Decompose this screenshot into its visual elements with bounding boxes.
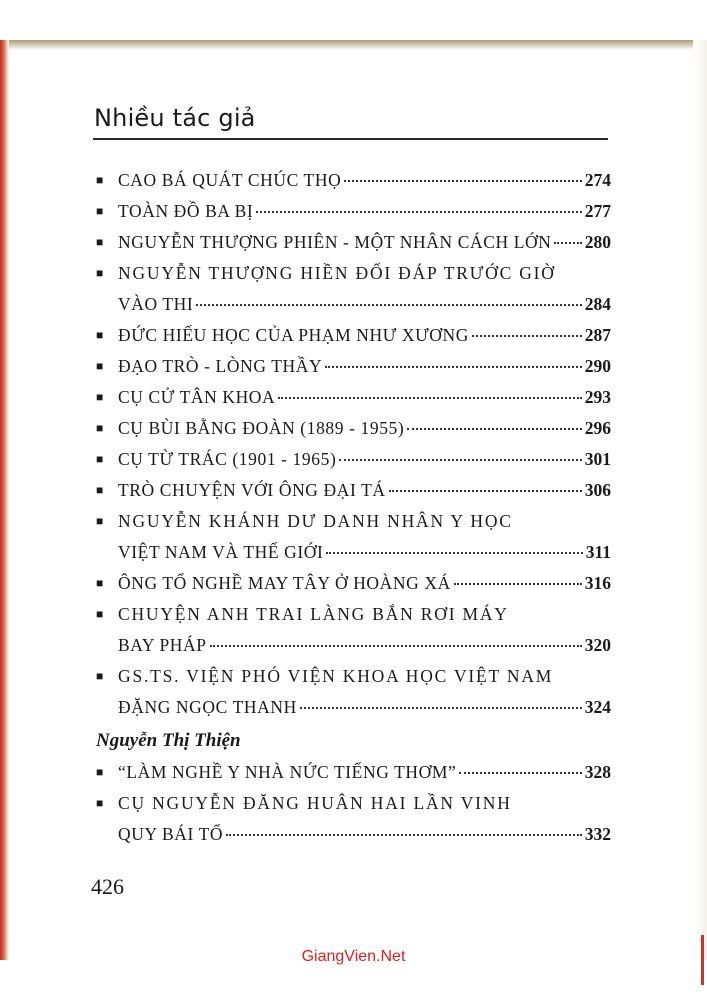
- toc-entry-title-line: GS.TS. VIỆN PHÓ VIỆN KHOA HỌC VIỆT NAM: [118, 666, 554, 686]
- toc-page-number: 324: [584, 697, 611, 717]
- toc-entry-line: [96, 480, 611, 511]
- dot-leader: [278, 397, 581, 399]
- toc-entry-title: ĐỨC HIẾU HỌC CỦA PHẠM NHƯ XƯƠNG: [118, 325, 470, 345]
- dot-leader: [459, 772, 581, 774]
- toc-entry-title: TRÒ CHUYỆN VỚI ÔNG ĐẠI TÁ: [118, 480, 386, 500]
- toc-entry-line: [96, 356, 611, 387]
- toc-entry-first-line: [96, 666, 611, 697]
- toc-entry-title: CỤ TỪ TRÁC (1901 - 1965): [118, 449, 337, 469]
- toc-entry-title-line: NGUYỄN THƯỢNG HIỀN ĐỐI ĐÁP TRƯỚC GIỜ: [118, 263, 556, 283]
- toc-page-number: 320: [584, 635, 611, 655]
- toc-entry-line: [96, 387, 611, 418]
- toc-entry[interactable]: [96, 263, 611, 325]
- bullet-icon: ■: [96, 328, 104, 342]
- dot-leader: [196, 304, 581, 306]
- toc-entry-first-line: [96, 511, 611, 542]
- toc-page-number: 277: [584, 201, 611, 221]
- toc-entry-title-line: NGUYỄN KHÁNH DƯ DANH NHÂN Y HỌC: [118, 511, 513, 531]
- dot-leader: [325, 366, 582, 368]
- toc-entry-title: ĐẠO TRÒ - LÒNG THẦY: [118, 356, 323, 376]
- toc-entry[interactable]: [96, 604, 611, 666]
- toc-entry[interactable]: [96, 762, 611, 793]
- toc-page-number: 287: [584, 325, 611, 345]
- dot-leader: [472, 335, 582, 337]
- toc-entry-line: [96, 232, 611, 263]
- toc-page-number: 301: [584, 449, 611, 469]
- toc-page-number: 290: [584, 356, 611, 376]
- toc-entry[interactable]: [96, 480, 611, 511]
- toc-page-number: 274: [584, 170, 611, 190]
- bullet-icon: ■: [96, 421, 104, 435]
- toc-entry-title: TOÀN ĐỒ BA BỊ: [118, 201, 254, 221]
- toc-entry-title: VIỆT NAM VÀ THẾ GIỚI: [118, 542, 324, 562]
- toc-entry-first-line: [96, 604, 611, 635]
- bullet-icon: ■: [96, 483, 104, 497]
- toc-page-number: 316: [584, 573, 611, 593]
- header-rule: [93, 138, 608, 140]
- toc-entry[interactable]: [96, 449, 611, 480]
- toc-entry[interactable]: [96, 201, 611, 232]
- toc-entry-first-line: [96, 793, 611, 824]
- toc-entry-title: CAO BÁ QUÁT CHÚC THỌ: [118, 170, 342, 190]
- dot-leader: [454, 583, 582, 585]
- toc-page-number: 296: [584, 418, 611, 438]
- bullet-icon: ■: [96, 669, 104, 683]
- toc-page-number: 284: [584, 294, 611, 314]
- toc-entry-title: QUY BÁI TỔ: [118, 824, 224, 844]
- toc-entry-title: “LÀM NGHỀ Y NHÀ NỨC TIẾNG THƠM”: [118, 762, 457, 782]
- toc-entry-line: [96, 824, 611, 855]
- toc-entry-title-line: CHUYỆN ANH TRAI LÀNG BẮN RƠI MÁY: [118, 604, 509, 624]
- dot-leader: [344, 180, 581, 182]
- toc-entry-line: [96, 762, 611, 793]
- toc-entry-title: VÀO THI: [118, 294, 194, 314]
- bullet-icon: ■: [96, 796, 104, 810]
- toc-entry[interactable]: [96, 356, 611, 387]
- toc-entry-title: ÔNG TỔ NGHỀ MAY TÂY Ở HOÀNG XÁ: [118, 573, 451, 593]
- toc-entry-line: [96, 697, 611, 728]
- toc-author-heading: Nguyễn Thị Thiện: [96, 730, 241, 751]
- dot-leader: [554, 242, 581, 244]
- dot-leader: [389, 490, 582, 492]
- toc-entry[interactable]: [96, 232, 611, 263]
- toc-entry-line: [96, 294, 611, 325]
- bullet-icon: ■: [96, 359, 104, 373]
- dot-leader: [256, 211, 581, 213]
- dot-leader: [326, 552, 582, 554]
- toc-entry[interactable]: [96, 325, 611, 356]
- dot-leader: [407, 428, 581, 430]
- toc-entry-title: CỤ CỬ TÂN KHOA: [118, 387, 276, 407]
- running-head: Nhiều tác giả: [94, 104, 256, 132]
- toc-entry[interactable]: [96, 418, 611, 449]
- watermark-link[interactable]: GiangVien.Net: [301, 948, 406, 965]
- toc-entry-first-line: [96, 263, 611, 294]
- bullet-icon: ■: [96, 576, 104, 590]
- toc-entry-title: NGUYỄN THƯỢNG PHIÊN - MỘT NHÂN CÁCH LỚN: [118, 232, 552, 252]
- toc-page-number: 328: [584, 762, 611, 782]
- table-of-contents: [96, 170, 611, 855]
- toc-entry-line: [96, 325, 611, 356]
- bullet-icon: ■: [96, 204, 104, 218]
- toc-page-number: 306: [584, 480, 611, 500]
- toc-page-number: 332: [584, 824, 611, 844]
- toc-entry[interactable]: [96, 387, 611, 418]
- toc-entry-line: [96, 418, 611, 449]
- toc-page-number: 280: [584, 232, 611, 252]
- dot-leader: [210, 645, 582, 647]
- toc-entry-title-line: CỤ NGUYỄN ĐĂNG HUÂN HAI LẦN VINH: [118, 793, 512, 813]
- bullet-icon: ■: [96, 765, 104, 779]
- bullet-icon: ■: [96, 390, 104, 404]
- bullet-icon: ■: [96, 452, 104, 466]
- toc-entry-title: BAY PHÁP: [118, 635, 207, 655]
- toc-entry-line: [96, 635, 611, 666]
- page-number: 426: [91, 874, 124, 899]
- toc-entry[interactable]: [96, 793, 611, 855]
- toc-entry-line: [96, 170, 611, 201]
- toc-entry[interactable]: [96, 170, 611, 201]
- bullet-icon: ■: [96, 514, 104, 528]
- bullet-icon: ■: [96, 235, 104, 249]
- dot-leader: [300, 707, 582, 709]
- toc-entry[interactable]: [96, 666, 611, 728]
- bullet-icon: ■: [96, 607, 104, 621]
- toc-entry-line: [96, 573, 611, 604]
- toc-entry[interactable]: [96, 573, 611, 604]
- toc-page-number: 311: [585, 542, 611, 562]
- toc-entry-line: [96, 201, 611, 232]
- toc-entry[interactable]: [96, 511, 611, 573]
- dot-leader: [226, 834, 582, 836]
- toc-entry-title: ĐẶNG NGỌC THANH: [118, 697, 297, 717]
- toc-page-number: 293: [584, 387, 611, 407]
- toc-entry-line: [96, 542, 611, 573]
- toc-entry-line: [96, 449, 611, 480]
- toc-entry-title: CỤ BÙI BẰNG ĐOÀN (1889 - 1955): [118, 418, 405, 438]
- dot-leader: [339, 459, 581, 461]
- bullet-icon: ■: [96, 266, 104, 280]
- bullet-icon: ■: [96, 173, 104, 187]
